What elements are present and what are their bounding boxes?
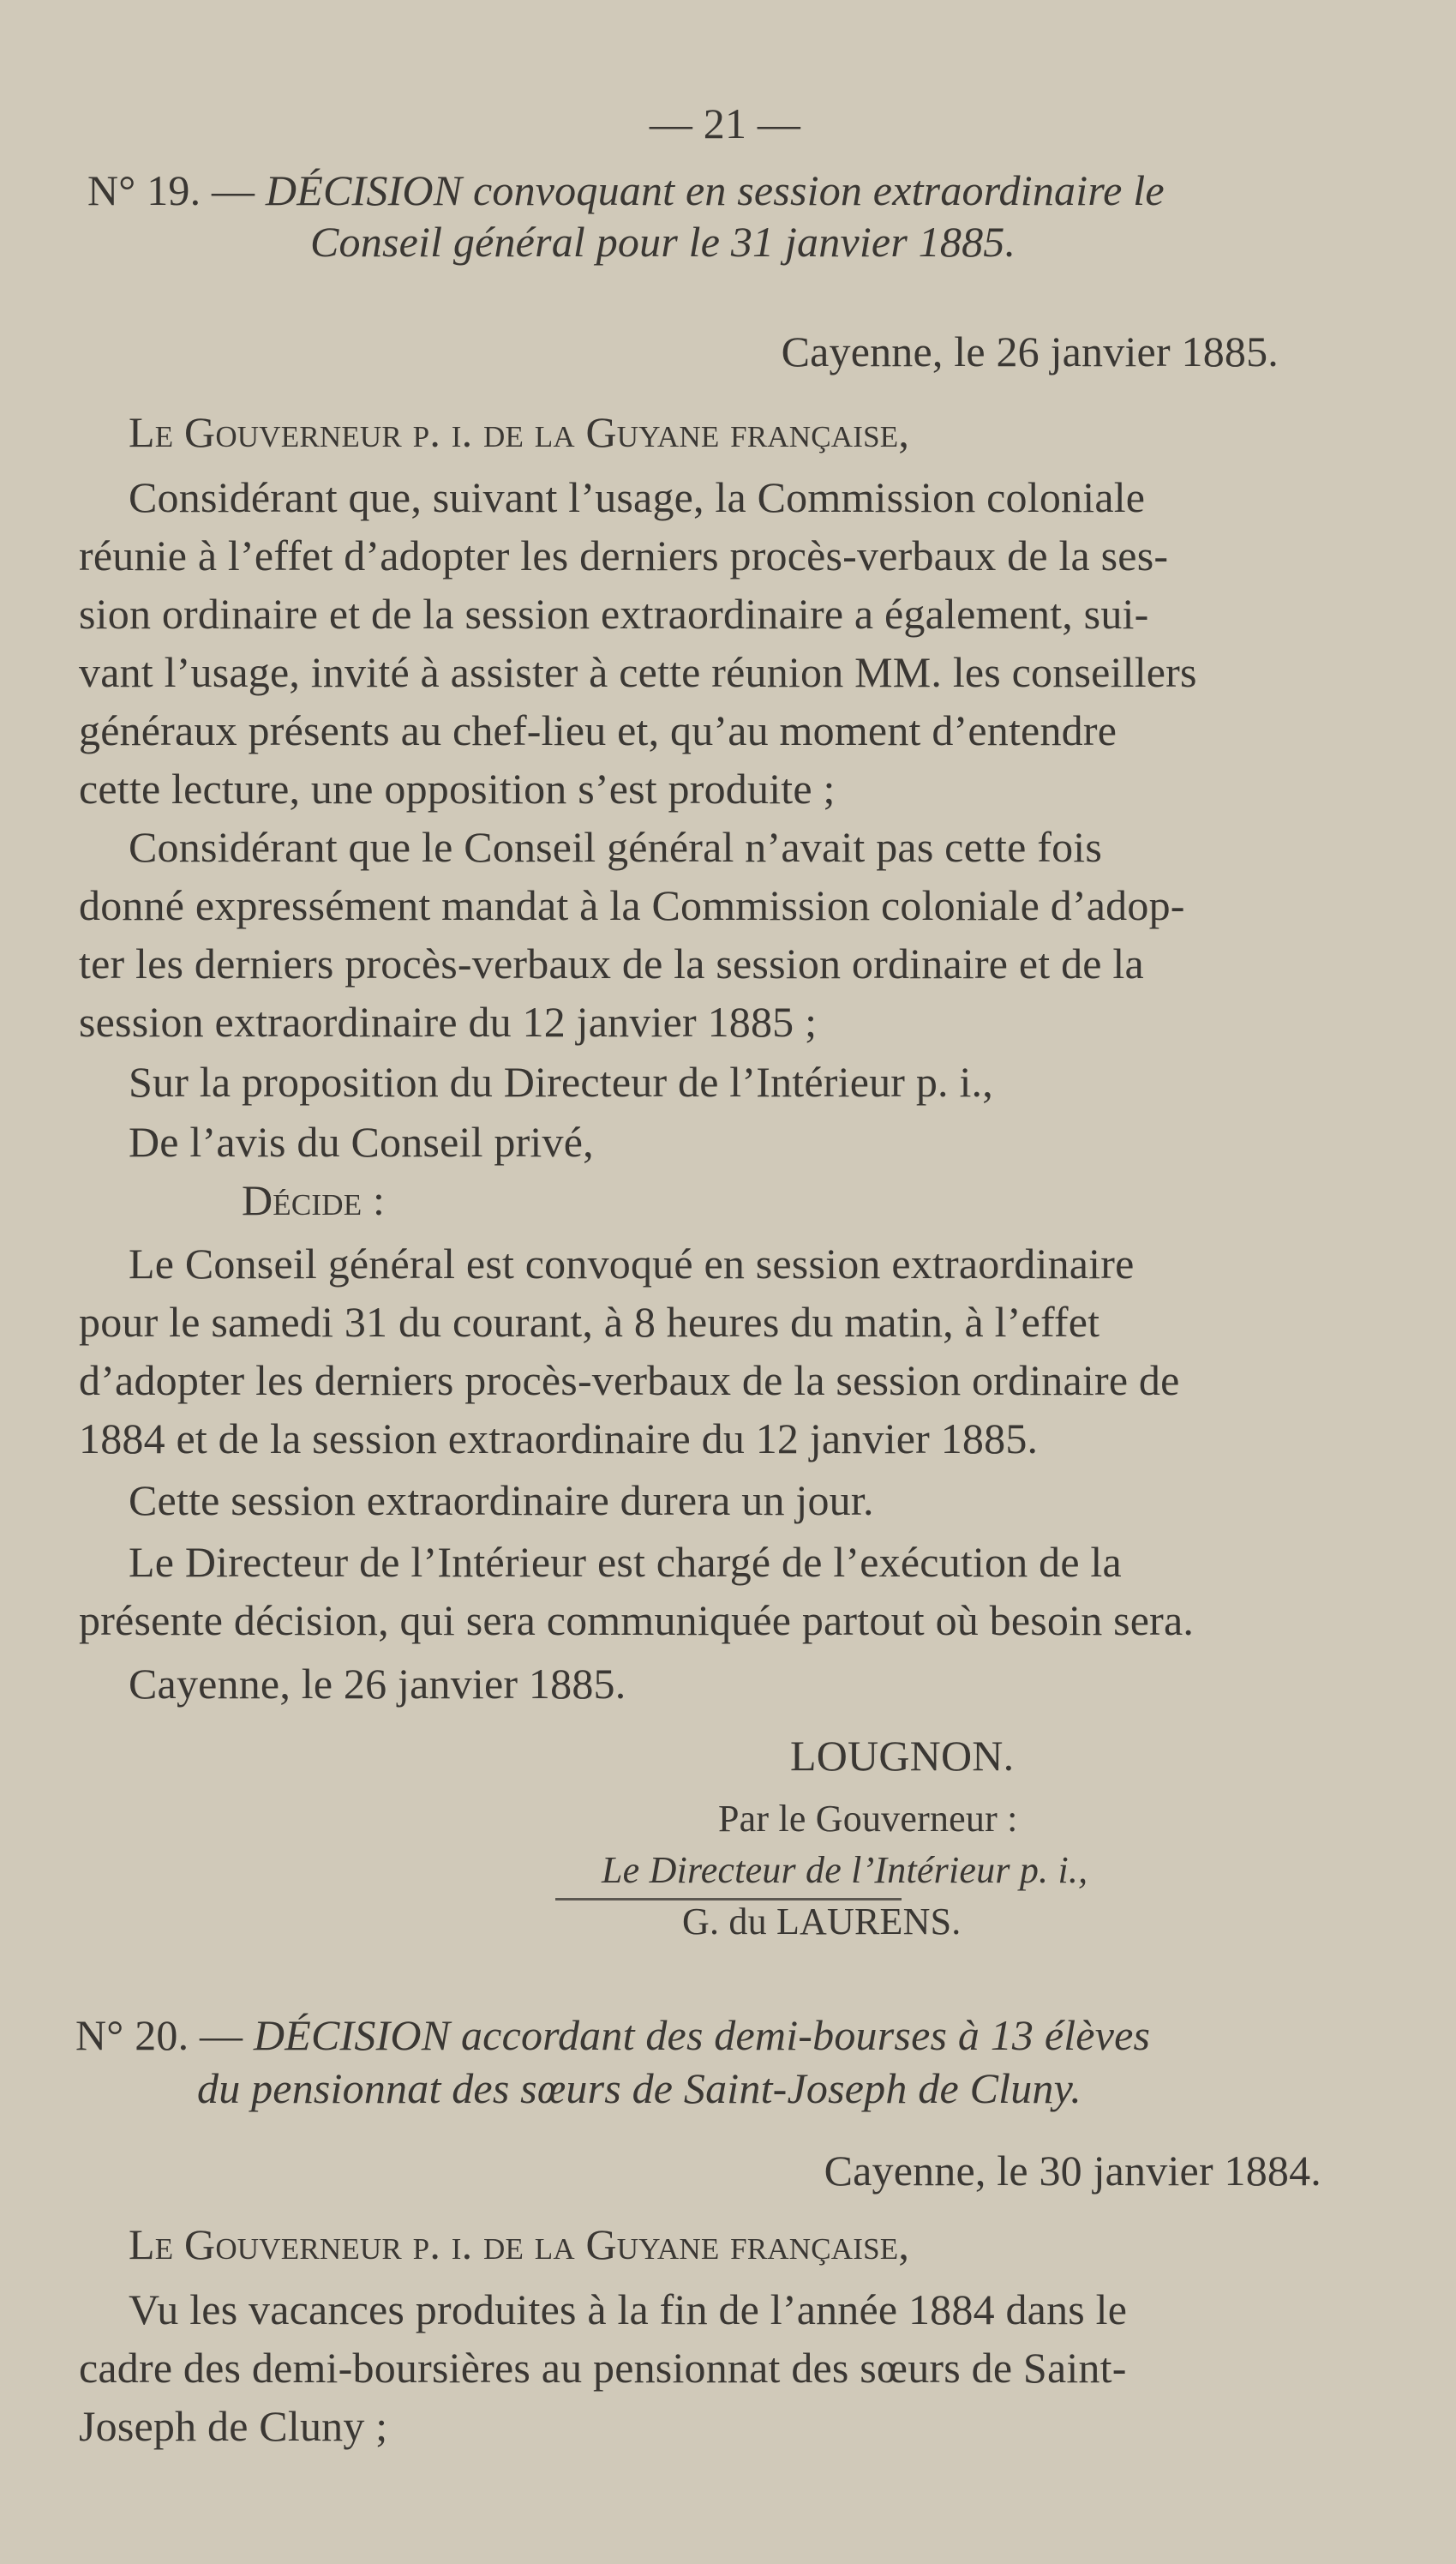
- decision-19-closing-date: Cayenne, le 26 janvier 1885.: [129, 1660, 626, 1708]
- decision-20-dateline: Cayenne, le 30 janvier 1884.: [824, 2147, 1321, 2195]
- decision-19-avis: De l’avis du Conseil privé,: [129, 1118, 594, 1166]
- page-number: — 21 —: [649, 99, 801, 147]
- decision-19-signature: LOUGNON.: [790, 1732, 1015, 1780]
- decision-19-article-1-line-2: pour le samedi 31 du courant, à 8 heures du matin, à l’effet: [79, 1298, 1100, 1346]
- decision-19-considerant-2-line-2: donné expressément mandat à la Commission coloniale d’adop-: [79, 881, 1185, 929]
- decision-19-considerant-1-line-1: Considérant que, suivant l’usage, la Commission coloniale: [129, 473, 1146, 521]
- decision-19-considerant-1-line-3: sion ordinaire et de la session extraordinaire a également, sui-: [79, 590, 1149, 638]
- decision-19-dateline: Cayenne, le 26 janvier 1885.: [781, 327, 1279, 375]
- decision-20-governor-intro: Le Gouverneur p. i. de la Guyane française,: [129, 2220, 910, 2268]
- decision-19-article-3-line-2: présente décision, qui sera communiquée partout où besoin sera.: [79, 1596, 1195, 1644]
- decision-20-vu-line-2: cadre des demi-boursières au pensionnat des sœurs de Saint-: [79, 2344, 1127, 2392]
- decision-19-considerant-1-line-6: cette lecture, une opposition s’est produite ;: [79, 765, 836, 813]
- decision-19-article-1-line-1: Le Conseil général est convoqué en session extraordinaire: [129, 1240, 1135, 1288]
- decision-19-article-1-line-4: 1884 et de la session extraordinaire du 12 janvier 1885.: [79, 1414, 1039, 1462]
- decision-19-considerant-2-line-1: Considérant que le Conseil général n’avait pas cette fois: [129, 823, 1103, 871]
- decision-19-heading-line-1: [87, 165, 1380, 216]
- decision-19-title-line-2: Conseil général pour le 31 janvier 1885.: [310, 218, 1016, 266]
- decision-20-title-line-1: DÉCISION accordant des demi-bourses à 13 élèves: [253, 2011, 1151, 2059]
- decision-20-number: N° 20. —: [75, 2011, 243, 2059]
- decision-19-title-line-1: DÉCISION convoquant en session extraordinaire le: [265, 166, 1165, 214]
- decision-19-considerant-1-line-2: réunie à l’effet d’adopter les derniers procès-verbaux de la ses-: [79, 531, 1169, 579]
- decision-19-article-1-line-3: d’adopter les derniers procès-verbaux de la session ordinaire de: [79, 1356, 1180, 1404]
- decision-19-considerant-1-line-4: vant l’usage, invité à assister à cette réunion MM. les conseillers: [79, 648, 1197, 696]
- decision-19-proposition: Sur la proposition du Directeur de l’Intérieur p. i.,: [129, 1058, 993, 1106]
- decision-19-by-governor: Par le Gouverneur :: [718, 1798, 1018, 1840]
- section-divider-rule: [555, 1898, 902, 1900]
- decision-20-vu-line-3: Joseph de Cluny ;: [79, 2402, 388, 2450]
- decision-19-considerant-2-line-4: session extraordinaire du 12 janvier 1885 ;: [79, 998, 818, 1046]
- decision-19-article-3-line-1: Le Directeur de l’Intérieur est chargé de l’exécution de la: [129, 1538, 1122, 1586]
- decision-19-governor-intro: Le Gouverneur p. i. de la Guyane française,: [129, 408, 910, 456]
- decision-19-director-name: G. du LAURENS.: [682, 1900, 962, 1943]
- decision-20-heading-line-1: [75, 2009, 1368, 2061]
- decision-19-director-title: Le Directeur de l’Intérieur p. i.,: [602, 1849, 1088, 1891]
- decision-19-considerant-2-line-3: ter les derniers procès-verbaux de la session ordinaire et de la: [79, 940, 1144, 988]
- decision-20-title-line-2: du pensionnat des sœurs de Saint-Joseph de Cluny.: [197, 2064, 1082, 2112]
- decision-20-vu-line-1: Vu les vacances produites à la fin de l’année 1884 dans le: [129, 2285, 1128, 2333]
- decision-19-considerant-1-line-5: généraux présents au chef-lieu et, qu’au moment d’entendre: [79, 706, 1117, 754]
- decision-19-decide: Décide :: [242, 1176, 386, 1224]
- decision-19-article-2: Cette session extraordinaire durera un jour.: [129, 1476, 874, 1524]
- decision-19-number: N° 19. —: [87, 166, 255, 214]
